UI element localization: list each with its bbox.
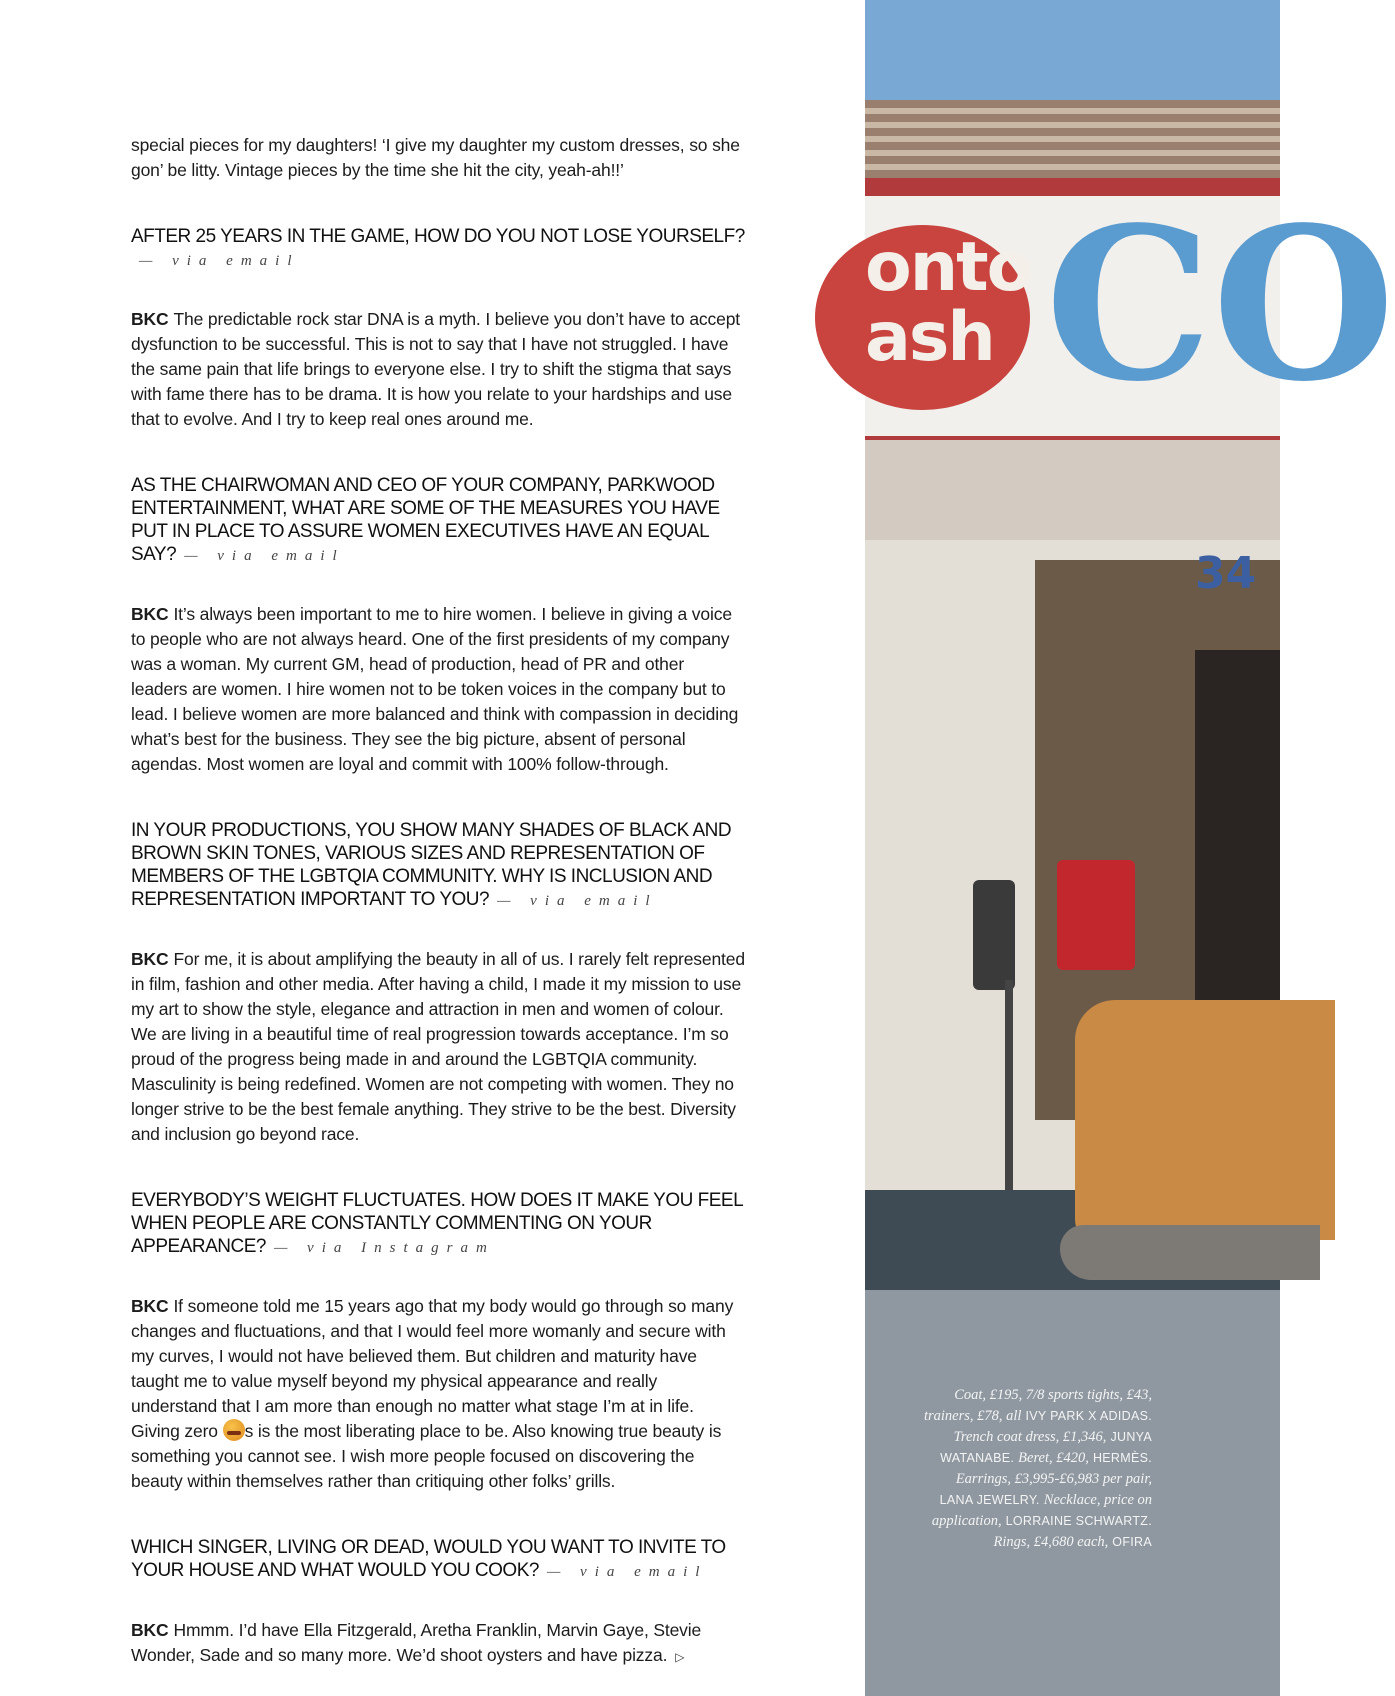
photo-canopy <box>865 440 1280 540</box>
answer-2 <box>131 602 745 777</box>
photo-pole <box>1005 980 1013 1200</box>
answer-4-text-part2: s is the most liberating place to be. Also knowing true beauty is something you cannot see. I wish more people focused on discovering the beauty within themselves rather than critiquing other folks’ grills. <box>131 1421 722 1491</box>
caption-trench: Trench coat dress, £1,346, <box>953 1429 1107 1445</box>
caption-earrings: Earrings, £3,995-£6,983 per pair, <box>955 1471 1152 1487</box>
question-2-text: AS THE CHAIRWOMAN AND CEO OF YOUR COMPANY, PARKWOOD ENTERTAINMENT, WHAT ARE SOME OF THE MEASURES YOU HAVE PUT IN PLACE TO ASSURE WOMEN EXECUTIVES HAVE AN EQUAL SAY? <box>131 475 720 565</box>
caption-necklace: Necklace, price on application, <box>931 1492 1152 1529</box>
question-4 <box>131 1189 745 1260</box>
question-3-source: — via email <box>497 893 658 909</box>
caption-brand-2: JUNYA WATANABE. <box>940 1430 1152 1465</box>
photo-gumball-machine <box>973 880 1015 990</box>
answer-4-text-part1: If someone told me 15 years ago that my body would go through so many changes and fluctuations, and that I would feel more womanly and secure with my curves, I would not have believed them. But children and maturity have taught me to value myself beyond my physical appearance and really understand that I am more than enough no matter what stage I’m at in life. Giving zero <box>131 1296 734 1441</box>
caption-coat: Coat, £195, 7/8 sports tights, £43, trainers, £78, all <box>923 1387 1152 1424</box>
answer-2-text: It’s always been important to me to hire women. I believe in giving a voice to people who are not always heard. One of the first presidents of my company was a woman. My current GM, head of production, head of PR and other leaders are women. I hire women not to be token voices in the company but to lead. I believe women are more balanced and think with compassion in deciding what’s best for the business. They see the big picture, absent of personal agendas. Most women are loyal and commit with 100% follow-through. <box>131 604 739 774</box>
question-2 <box>131 474 745 568</box>
photo-car <box>1075 1000 1335 1240</box>
answer-1-text: The predictable rock star DNA is a myth. I believe you don’t have to accept dysfunction to be successful. This is not to say that I have not struggled. I have the same pain that life brings to everyone else. I try to shift the stigma that says with fame there has to be drama. It is how you relate to your hardships and use that to evolve. And I try to keep real ones around me. <box>131 309 741 429</box>
question-4-text: EVERYBODY’S WEIGHT FLUCTUATES. HOW DOES IT MAKE YOU FEEL WHEN PEOPLE ARE CONSTANTLY COMMENTING ON YOUR APPEARANCE? <box>131 1190 743 1257</box>
intro-paragraph: special pieces for my daughters! ‘I give my daughter my custom dresses, so she gon’ be litty. Vintage pieces by the time she hit the city, yeah-ah!!’ <box>131 135 740 180</box>
caption-brand-4: LANA JEWELRY. <box>939 1493 1040 1507</box>
photo-store-number: 34 <box>1195 548 1257 599</box>
question-1-source: — via email <box>139 253 300 269</box>
photo-gumball-machine-red <box>1057 860 1135 970</box>
question-5-source: — via email <box>546 1564 708 1580</box>
question-3 <box>131 819 745 913</box>
speaker-initials: BKC <box>131 1620 169 1640</box>
speaker-initials: BKC <box>131 309 169 329</box>
photo-sign-text-line2: ash <box>865 298 994 377</box>
answer-5-text: Hmmm. I’d have Ella Fitzgerald, Aretha Franklin, Marvin Gaye, Stevie Wonder, Sade and so many more. We’d shoot oysters and have pizza. <box>131 1620 702 1665</box>
grimacing-face-emoji-icon <box>223 1419 245 1441</box>
answer-4 <box>131 1294 745 1494</box>
speaker-initials: BKC <box>131 1296 169 1316</box>
photo-car-bumper <box>1060 1225 1320 1280</box>
caption-rings: Rings, £4,680 each, <box>993 1534 1109 1550</box>
end-of-article-icon: ▷ <box>675 1650 685 1664</box>
answer-3 <box>131 947 745 1147</box>
question-3-text: IN YOUR PRODUCTIONS, YOU SHOW MANY SHADES OF BLACK AND BROWN SKIN TONES, VARIOUS SIZES AND REPRESENTATION OF MEMBERS OF THE LGBTQIA COMMUNITY. WHY IS INCLUSION AND REPRESENTATION IMPORTANT TO YOU? <box>131 820 732 910</box>
caption-beret: Beret, £420, <box>1018 1450 1089 1466</box>
caption-brand-1: IVY PARK X ADIDAS. <box>1025 1409 1152 1423</box>
answer-5 <box>131 1618 745 1670</box>
photo-credits-caption <box>920 1385 1152 1553</box>
question-4-source: — via Instagram <box>273 1240 495 1256</box>
caption-brand-3: HERMÈS. <box>1092 1451 1152 1465</box>
article-column <box>131 133 745 1670</box>
photo-sign-text-line1: onto <box>865 228 1032 307</box>
answer-3-text: For me, it is about amplifying the beauty in all of us. I rarely felt represented in film, fashion and other media. After having a child, I made it my mission to use my art to show the style, elegance and attraction in men and women of colour. We are living in a beautiful time of real progression towards acceptance. I’m so proud of the progress being made in and around the LGBTQIA community. Masculinity is being redefined. Women are not competing with women. They no longer strive to be the best female anything. They strive to be the best. Diversity and inclusion go beyond race. <box>131 949 745 1144</box>
answer-1 <box>131 307 745 432</box>
speaker-initials: BKC <box>131 949 169 969</box>
photo-sign-big-letters: CO <box>1045 181 1395 428</box>
question-1-text: AFTER 25 YEARS IN THE GAME, HOW DO YOU NOT LOSE YOURSELF? <box>131 226 745 247</box>
question-5-text: WHICH SINGER, LIVING OR DEAD, WOULD YOU WANT TO INVITE TO YOUR HOUSE AND WHAT WOULD YOU COOK? <box>131 1537 726 1581</box>
photo-sky <box>865 0 1280 110</box>
question-2-source: — via email <box>184 548 345 564</box>
caption-brand-5: LORRAINE SCHWARTZ. <box>1005 1514 1152 1528</box>
speaker-initials: BKC <box>131 604 169 624</box>
question-1 <box>131 225 745 273</box>
question-5 <box>131 1536 745 1584</box>
photo-roof-tiles <box>865 100 1280 178</box>
caption-brand-6: OFIRA <box>1112 1535 1152 1549</box>
